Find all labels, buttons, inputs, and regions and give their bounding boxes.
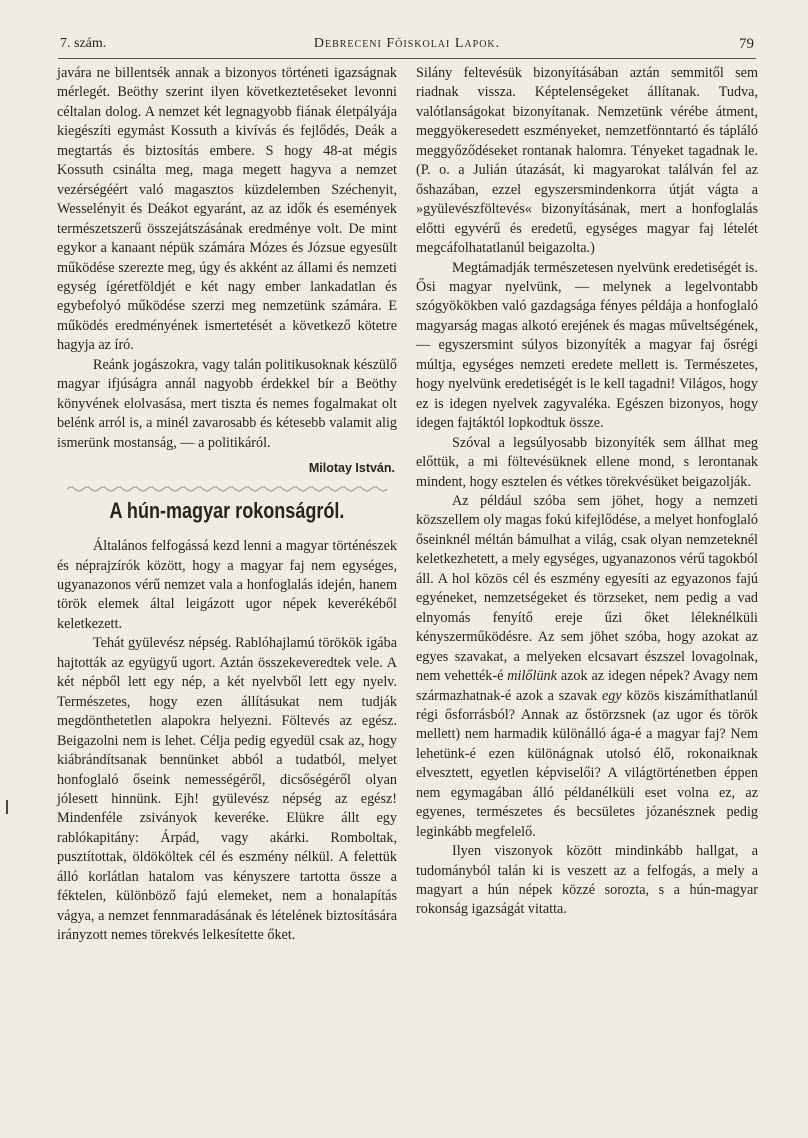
italic-word: mi	[507, 668, 522, 685]
text-run: közös kiszámíthatlanúl régi ősforrásból? Annak az őstörzsnek (az ugor és török mellett) nem harmadik különálló ága-é a magyar faj? Nem lehetünk-é ezen különágnak utolsó élő, rokonaiknak elvesztett, egyetlen képviselői? A világtörténetben éppen nem egymagában álló példanélküli eset volna ez, az egyenes, természetes és becsületes józanésznek pedig leginkább megfelelő.	[416, 687, 758, 840]
issue-number: 7. szám.	[60, 36, 107, 51]
paragraph: javára ne billentsék annak a bizonyos történeti igazságnak mérlegét. Beöthy szerint ilyen következtetéseket levonni céltalan dolog. A nemzet két legnagyobb fiának életpályája kiegészíti egymást Kossuth a kivívás és fejlődés, Deák a megtartás és biztosítás embere. S hogy 48-at mégis Kossuth csinálta meg, maga megett hagyva a nemzet vezérségéért való magasztos küzdelemben Széchenyit, Wesselényit és Deákot egyaránt, az az idők és események természetszerű összejátszásának eredménye volt. De mint egykor a kanaant népük számára Mózes és Józsue egyesült működése szerezte meg, úgy és akként az állami és nemzeti egység ígéretföldjét e két nagy ember lankadatlan és egybefolyó működése szerzi meg nemzetünk számára. E működés eredményének ismertetését a következő kötetre hagyja az író.	[57, 65, 397, 354]
italic-word: egy	[601, 687, 622, 704]
paragraph: Ilyen viszonyok között mindinkább hallgat, a tudományból talán ki is veszett az a felfogás, a mely a magyart a hún népek közzé sorozta, s a hún-magyar rokonság igazságát vitatta.	[416, 843, 758, 918]
left-column	[57, 64, 397, 946]
paragraph: Reánk jogászokra, vagy talán politikusoknak készülő magyar ifjúságra annál nagyobb érdekkel bír a Beöthy könyvének elolvasása, mert tiszta és nemes fogalmakat olt belénk arról is, a minél zavarosabb és kétesebb valamit alig ismerünk mostanság, — a politikáról.	[57, 356, 397, 451]
italic-word: lőlünk	[521, 668, 557, 685]
section-divider	[57, 479, 397, 497]
paragraph: Silány feltevésük bizonyításában aztán semmitől sem riadnak vissza. Képtelenségeket állítanak. Tudva, valótlanságokat bizonyítanak. Nemzetünk vérébe átment, meggyökeresedett eszményeket, nemzetfönntartó és tápláló meggyőződéseket rontanak halomra. Tényeket tagadnak le. (P. o. a Julián útazását, ki magyarokat találván fel az őshazában, ezzel egyszersmindenkorra útját vágta a »gyülevészföltevés« bizonyításának, mert a honfoglalás előtti egyvérű és eredetű, egységes magyar faj lételét megcáfolhatatlanúl beigazolta.)	[416, 65, 758, 257]
author-signature: Milotay István.	[308, 461, 395, 476]
paragraph	[416, 492, 758, 842]
margin-mark	[6, 800, 8, 814]
page-number: 79	[739, 36, 754, 52]
paragraph: Megtámadják természetesen nyelvünk eredetiségét is. Ősi magyar nyelvünk, — melynek a legelvontabb szógyökökben való gazdagsága fényes példája a honfoglaló magyarság magas alkotó erejének és magas műveltségének, — egyszersmint súlyos bizonyíték a magyar faj ősrégi múltja, egységes nemzeti eredete mellett is. Természetes, hogy nyelvünk eredetiségét is le kell tagadni! Világos, hogy ez is idegen nyelvek zagyvaléka. Egészen bizonyos, hogy idegen fajtáktól lopkodtuk össze.	[416, 259, 758, 432]
article-title: A hún-magyar rokonságról.	[109, 498, 345, 524]
paragraph: Szóval a legsúlyosabb bizonyíték sem állhat meg előttük, a mi föltevésüknek ellene mond, s lerontanak mindent, hogy esztelen és vétkes törekvésüket beigazolják.	[416, 434, 758, 490]
text-run: azok az idegen népek? Avagy nem származhatnak-é azok a szavak	[416, 668, 759, 704]
journal-title: Debreceni Főiskolai Lapok.	[313, 36, 501, 51]
text-run: Az például szóba sem jöhet, hogy a nemzeti közszellem oly magas fokú kifejlődése, a melyet honfoglaló őseinknél méltán bámulhat a világ, csak olyan nemzeteknél keletkezhetett, a mely egységes, ugyanazonos vérű tagokból áll. A hol közös cél és eszmény egyesíti az egyazonos fajú egyéneket, nemzetségeket és törzseket, nem pedig a vad elnyomás fenyítő ereje űzi őket léleknélküli kényszerműködésre. Az sem jöhet szóba, hogy azokat az egyes szavakat, a melyeken elcsavart észszel lovagolnak, nem vehették-é	[416, 492, 758, 685]
paragraph: Tehát gyülevész népség. Rablóhajlamú törökök igába hajtották az együgyű ugort. Aztán összekeveredtek vele. A két népből lett egy nép, a két nyelvből lett egy nyelv. Természetes, hogy ezen állításukat nem tudják megdönthetetlen alapokra helyezni. Föltevés az egész. Beigazolni nem is lehet. Célja pedig egyedül csak az, hogy kiábrándítsanak bennünket abból a tudatból, melyet honfoglaló őseink nemességéről, dicsőségéről olyan jólesett hinnünk. Ejh! gyülevész népség az egész! Mindenféle zsiványok keveréke. Elükre állt egy rablókapitány: Árpád, vagy akárki. Romboltak, pusztítottak, öldököltek cél és eszmény nélkül. A felettük álló korlátlan hatalom vas kényszere tartotta össze a féktelen, különböző fajú elemeket, nem a honalapítás vágya, a nemzet fennmaradásának és lételének biztosítására irányzott nemes törekvés lelkesítette őket.	[57, 635, 397, 944]
header-rule	[58, 58, 756, 59]
right-column	[416, 64, 758, 920]
paragraph: Általános felfogássá kezd lenni a magyar történészek és néprajzírók között, hogy a magyar faj nem egységes, ugyanazonos vérű nemzet vala a honfoglalás idején, hanem török elemek által leigázott ugor népek keverékéből keletkezett.	[57, 538, 397, 632]
page-header	[60, 36, 754, 56]
